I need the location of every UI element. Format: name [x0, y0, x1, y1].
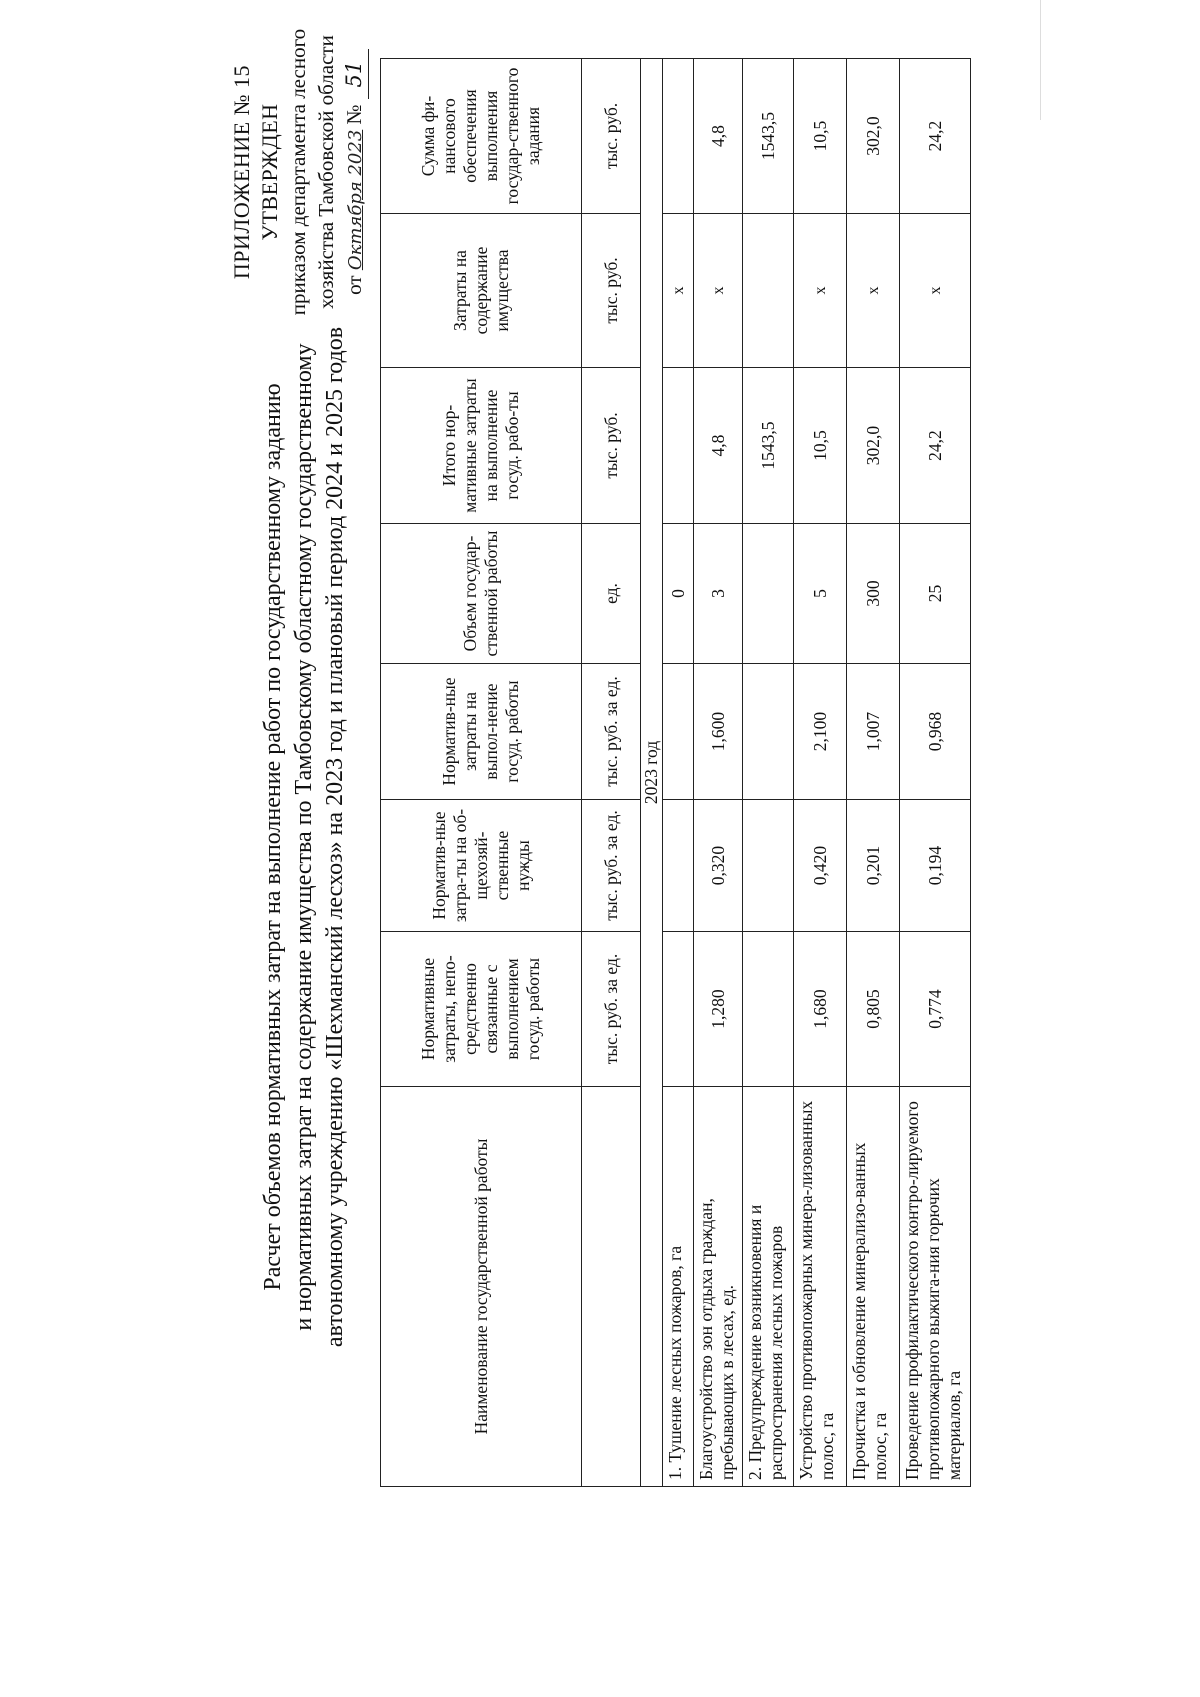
- approval-order-line1: приказом департамента лесного: [286, 28, 310, 316]
- row-total: 1543,5: [743, 368, 794, 524]
- row-normative-costs: 2,100: [794, 664, 847, 800]
- table-row: [900, 59, 971, 1487]
- row-normative-costs: [663, 664, 694, 800]
- row-name: 2. Предупреждение возникновения и распространения лесных пожаров: [743, 1087, 794, 1487]
- unit-cell: ед.: [582, 524, 641, 664]
- row-property-costs: х: [847, 214, 900, 368]
- row-direct-costs: 0,774: [900, 932, 971, 1087]
- row-direct-costs: 1,280: [694, 932, 743, 1087]
- row-volume: [743, 524, 794, 664]
- header-work-volume: Объем государ-ственной работы: [381, 524, 582, 664]
- approval-order-line2: хозяйства Тамбовской области: [314, 35, 338, 309]
- unit-cell: тыс. руб. за ед.: [582, 800, 641, 932]
- row-direct-costs: [743, 932, 794, 1087]
- header-overhead-costs: Норматив-ные затра-ты на об-щехозяй-ственные нужды: [381, 800, 582, 932]
- table-row: [847, 59, 900, 1487]
- row-financing: 4,8: [694, 59, 743, 214]
- row-volume: 5: [794, 524, 847, 664]
- title-line-1: Расчет объемов нормативных затрат на выполнение работ по государственному заданию: [260, 383, 286, 1291]
- row-property-costs: х: [900, 214, 971, 368]
- unit-cell: тыс. руб.: [582, 214, 641, 368]
- row-name: Устройство противопожарных минера-лизованных полос, га: [794, 1087, 847, 1487]
- unit-cell: тыс. руб. за ед.: [582, 664, 641, 800]
- row-total: 24,2: [900, 368, 971, 524]
- row-volume: 0: [663, 524, 694, 664]
- row-direct-costs: 0,805: [847, 932, 900, 1087]
- header-direct-costs: Нормативные затраты, непо-средственно связанные с выполнением госуд. работы: [381, 932, 582, 1087]
- header-financing-sum: Сумма фи-нансового обеспечения выполнения государ-ственного задания: [381, 59, 582, 214]
- title-line-3: автономному учреждению «Шехманский лесхоз» на 2023 год и плановый период 2024 и 2025 годов: [322, 326, 348, 1348]
- table-row: [663, 59, 694, 1487]
- row-normative-costs: [743, 664, 794, 800]
- row-name: Проведение профилактического контро-лируемого противопожарного выжига-ния горючих материалов, га: [900, 1087, 971, 1487]
- row-volume: 300: [847, 524, 900, 664]
- header-normative-costs: Норматив-ные затраты на выпол-нение госуд. работы: [381, 664, 582, 800]
- row-overhead-costs: [663, 800, 694, 932]
- appendix-number: ПРИЛОЖЕНИЕ № 15: [229, 64, 254, 280]
- row-property-costs: [743, 214, 794, 368]
- row-overhead-costs: 0,420: [794, 800, 847, 932]
- handwritten-date: Октября 2023: [345, 129, 366, 271]
- title-line-2: и нормативных затрат на содержание имущества по Тамбовскому областному государственному: [291, 343, 317, 1331]
- unit-cell: тыс. руб. за ед.: [582, 932, 641, 1087]
- row-overhead-costs: 0,201: [847, 800, 900, 932]
- row-property-costs: х: [794, 214, 847, 368]
- row-property-costs: х: [694, 214, 743, 368]
- header-work-name: Наименование государственной работы: [381, 1087, 582, 1487]
- table-row: [694, 59, 743, 1487]
- unit-cell: тыс. руб.: [582, 368, 641, 524]
- row-total: 10,5: [794, 368, 847, 524]
- row-property-costs: х: [663, 214, 694, 368]
- year-label: 2023 год: [641, 59, 663, 1487]
- row-name: Прочистка и обновление минерализо-ванных полос, га: [847, 1087, 900, 1487]
- row-financing: 1543,5: [743, 59, 794, 214]
- row-financing: 302,0: [847, 59, 900, 214]
- row-financing: 24,2: [900, 59, 971, 214]
- row-total: 4,8: [694, 368, 743, 524]
- row-name: Благоустройство зон отдыха граждан, пребывающих в лесах, ед.: [694, 1087, 743, 1487]
- row-direct-costs: 1,680: [794, 932, 847, 1087]
- row-financing: [663, 59, 694, 214]
- row-total: [663, 368, 694, 524]
- year-row: [641, 59, 663, 1487]
- row-name: 1. Тушение лесных пожаров, га: [663, 1087, 694, 1487]
- row-overhead-costs: 0,320: [694, 800, 743, 932]
- row-overhead-costs: 0,194: [900, 800, 971, 932]
- row-normative-costs: 0,968: [900, 664, 971, 800]
- row-normative-costs: 1,600: [694, 664, 743, 800]
- row-direct-costs: [663, 932, 694, 1087]
- number-label: №: [342, 104, 366, 125]
- unit-cell: тыс. руб.: [582, 59, 641, 214]
- cost-table: [380, 58, 971, 1487]
- header-total-costs: Итого нор-мативные затраты на выполнение госуд. рабо-ты: [381, 368, 582, 524]
- table-row: [794, 59, 847, 1487]
- handwritten-number: 51: [340, 49, 369, 99]
- row-normative-costs: 1,007: [847, 664, 900, 800]
- row-financing: 10,5: [794, 59, 847, 214]
- units-row: [582, 59, 641, 1487]
- approved-label: УТВЕРЖДЕН: [257, 103, 282, 241]
- document-title: [258, 187, 351, 1487]
- from-label: от: [342, 275, 366, 295]
- table-row: [743, 59, 794, 1487]
- header-row: [381, 59, 582, 1487]
- header-property-costs: Затраты на содержание имущества: [381, 214, 582, 368]
- unit-cell: [582, 1087, 641, 1487]
- row-overhead-costs: [743, 800, 794, 932]
- row-total: 302,0: [847, 368, 900, 524]
- row-volume: 25: [900, 524, 971, 664]
- row-volume: 3: [694, 524, 743, 664]
